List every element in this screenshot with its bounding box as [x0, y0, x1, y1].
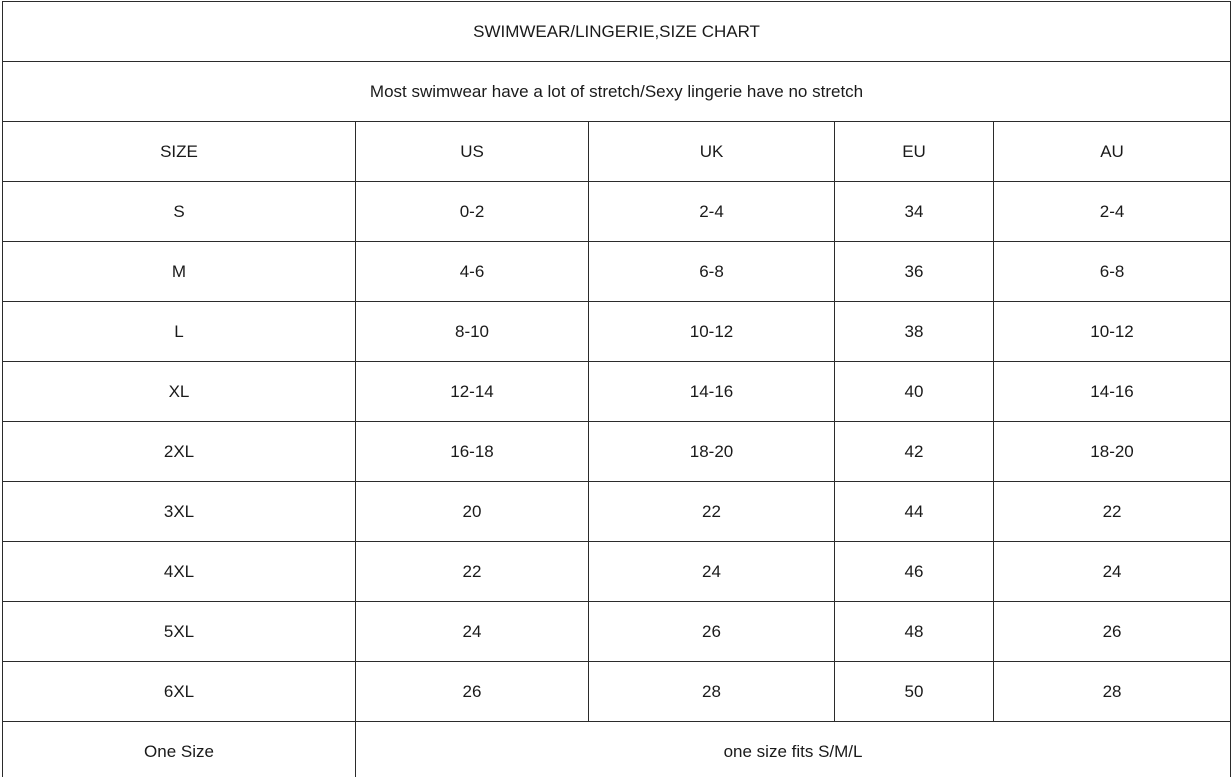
cell-size: 4XL: [3, 542, 356, 602]
table-row: [3, 542, 1231, 602]
chart-subtitle: Most swimwear have a lot of stretch/Sexy lingerie have no stretch: [3, 62, 1231, 122]
cell-size: 2XL: [3, 422, 356, 482]
cell-uk: 10-12: [589, 302, 835, 362]
cell-eu: 42: [835, 422, 994, 482]
cell-au: 28: [994, 662, 1231, 722]
cell-us: 26: [356, 662, 589, 722]
table-row: [3, 662, 1231, 722]
cell-eu: 44: [835, 482, 994, 542]
cell-one-size-value: one size fits S/M/L: [356, 722, 1231, 777]
column-header-eu: EU: [835, 122, 994, 182]
column-header-au: AU: [994, 122, 1231, 182]
table-row: [3, 182, 1231, 242]
cell-uk: 2-4: [589, 182, 835, 242]
cell-uk: 6-8: [589, 242, 835, 302]
cell-uk: 24: [589, 542, 835, 602]
cell-one-size-label: One Size: [3, 722, 356, 777]
cell-uk: 22: [589, 482, 835, 542]
column-header-us: US: [356, 122, 589, 182]
table-row: [3, 422, 1231, 482]
cell-eu: 36: [835, 242, 994, 302]
cell-us: 4-6: [356, 242, 589, 302]
cell-us: 0-2: [356, 182, 589, 242]
column-header-size: SIZE: [3, 122, 356, 182]
cell-uk: 28: [589, 662, 835, 722]
table-row: [3, 242, 1231, 302]
table-header-row: [3, 122, 1231, 182]
cell-size: 5XL: [3, 602, 356, 662]
cell-eu: 40: [835, 362, 994, 422]
column-header-uk: UK: [589, 122, 835, 182]
chart-title: SWIMWEAR/LINGERIE,SIZE CHART: [3, 2, 1231, 62]
cell-uk: 26: [589, 602, 835, 662]
cell-eu: 46: [835, 542, 994, 602]
cell-au: 10-12: [994, 302, 1231, 362]
cell-size: 6XL: [3, 662, 356, 722]
table-title-row: [3, 2, 1231, 62]
cell-us: 12-14: [356, 362, 589, 422]
cell-us: 24: [356, 602, 589, 662]
cell-au: 26: [994, 602, 1231, 662]
cell-au: 24: [994, 542, 1231, 602]
cell-au: 14-16: [994, 362, 1231, 422]
cell-size: 3XL: [3, 482, 356, 542]
cell-eu: 50: [835, 662, 994, 722]
cell-au: 18-20: [994, 422, 1231, 482]
cell-size: L: [3, 302, 356, 362]
table-row: [3, 602, 1231, 662]
cell-uk: 18-20: [589, 422, 835, 482]
cell-us: 16-18: [356, 422, 589, 482]
cell-us: 22: [356, 542, 589, 602]
table-subtitle-row: [3, 62, 1231, 122]
cell-size: XL: [3, 362, 356, 422]
cell-eu: 38: [835, 302, 994, 362]
cell-us: 8-10: [356, 302, 589, 362]
cell-au: 6-8: [994, 242, 1231, 302]
size-chart-table: [2, 1, 1231, 777]
cell-uk: 14-16: [589, 362, 835, 422]
table-footer-row: [3, 722, 1231, 777]
table-row: [3, 362, 1231, 422]
cell-size: M: [3, 242, 356, 302]
cell-au: 2-4: [994, 182, 1231, 242]
cell-eu: 48: [835, 602, 994, 662]
table-row: [3, 302, 1231, 362]
cell-us: 20: [356, 482, 589, 542]
cell-size: S: [3, 182, 356, 242]
table-row: [3, 482, 1231, 542]
cell-au: 22: [994, 482, 1231, 542]
cell-eu: 34: [835, 182, 994, 242]
